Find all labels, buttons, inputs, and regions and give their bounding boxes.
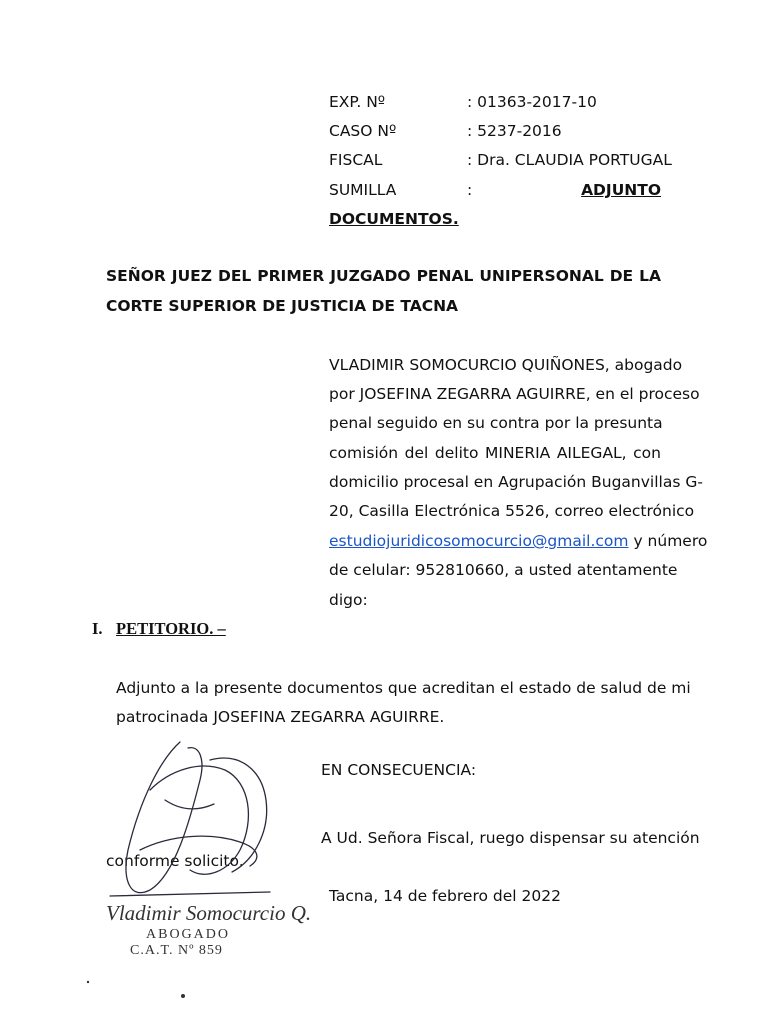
caso-label: CASO Nº [329,122,397,140]
addressee-line-2: CORTE SUPERIOR DE JUSTICIA DE TACNA [106,297,459,315]
sumilla-colon: : [467,181,473,199]
sumilla-value-part1: ADJUNTO [581,181,661,199]
section-number: I. [92,619,103,638]
intro-line-8: de celular: 952810660, a usted atentamente [329,561,678,579]
stamp-title: ABOGADO [146,927,230,942]
ink-dot-1 [87,981,89,983]
petition-line-2: patrocinada JOSEFINA ZEGARRA AGUIRRE. [116,708,445,726]
intro-line-2: por JOSEFINA ZEGARRA AGUIRRE, en el proceso [329,385,700,403]
request-line-1: A Ud. Señora Fiscal, ruego dispensar su atención [321,829,700,847]
stamp-name: Vladimir Somocurcio Q. [106,901,312,925]
intro-line-4: comisión del delito MINERIA AILEGAL, con [329,444,661,462]
fiscal-value: : Dra. CLAUDIA PORTUGAL [467,151,672,169]
email-suffix: y número [628,532,708,550]
caso-value: : 5237-2016 [467,122,562,140]
fiscal-label: FISCAL [329,151,383,169]
email-link[interactable]: estudiojuridicosomocurcio@gmail.com [329,532,629,550]
sumilla-value-part2: DOCUMENTOS. [329,210,459,228]
section-title: PETITORIO. – [116,619,226,638]
signature-stroke [165,800,214,809]
signature-loop-3 [210,758,267,872]
ink-dot-2 [181,994,185,998]
intro-line-3: penal seguido en su contra por la presunta [329,414,663,432]
sumilla-label: SUMILLA [329,181,397,199]
request-line-2: conforme solicito. [106,852,244,870]
place-date: Tacna, 14 de febrero del 2022 [329,887,561,905]
consequence-text: EN CONSECUENCIA: [321,761,477,779]
intro-line-1: VLADIMIR SOMOCURCIO QUIÑONES, abogado [329,356,683,374]
exp-label: EXP. Nº [329,93,386,111]
intro-line-9: digo: [329,591,368,609]
signature-underline [110,892,270,896]
intro-line-6: 20, Casilla Electrónica 5526, correo electrónico [329,502,695,520]
petition-line-1: Adjunto a la presente documentos que acreditan el estado de salud de mi [116,679,691,697]
exp-value: : 01363-2017-10 [467,93,597,111]
stamp-registration: C.A.T. Nº 859 [130,943,223,958]
addressee-line-1: SEÑOR JUEZ DEL PRIMER JUZGADO PENAL UNIPERSONAL DE LA [106,267,661,285]
intro-line-5: domicilio procesal en Agrupación Buganvillas G- [329,473,703,491]
